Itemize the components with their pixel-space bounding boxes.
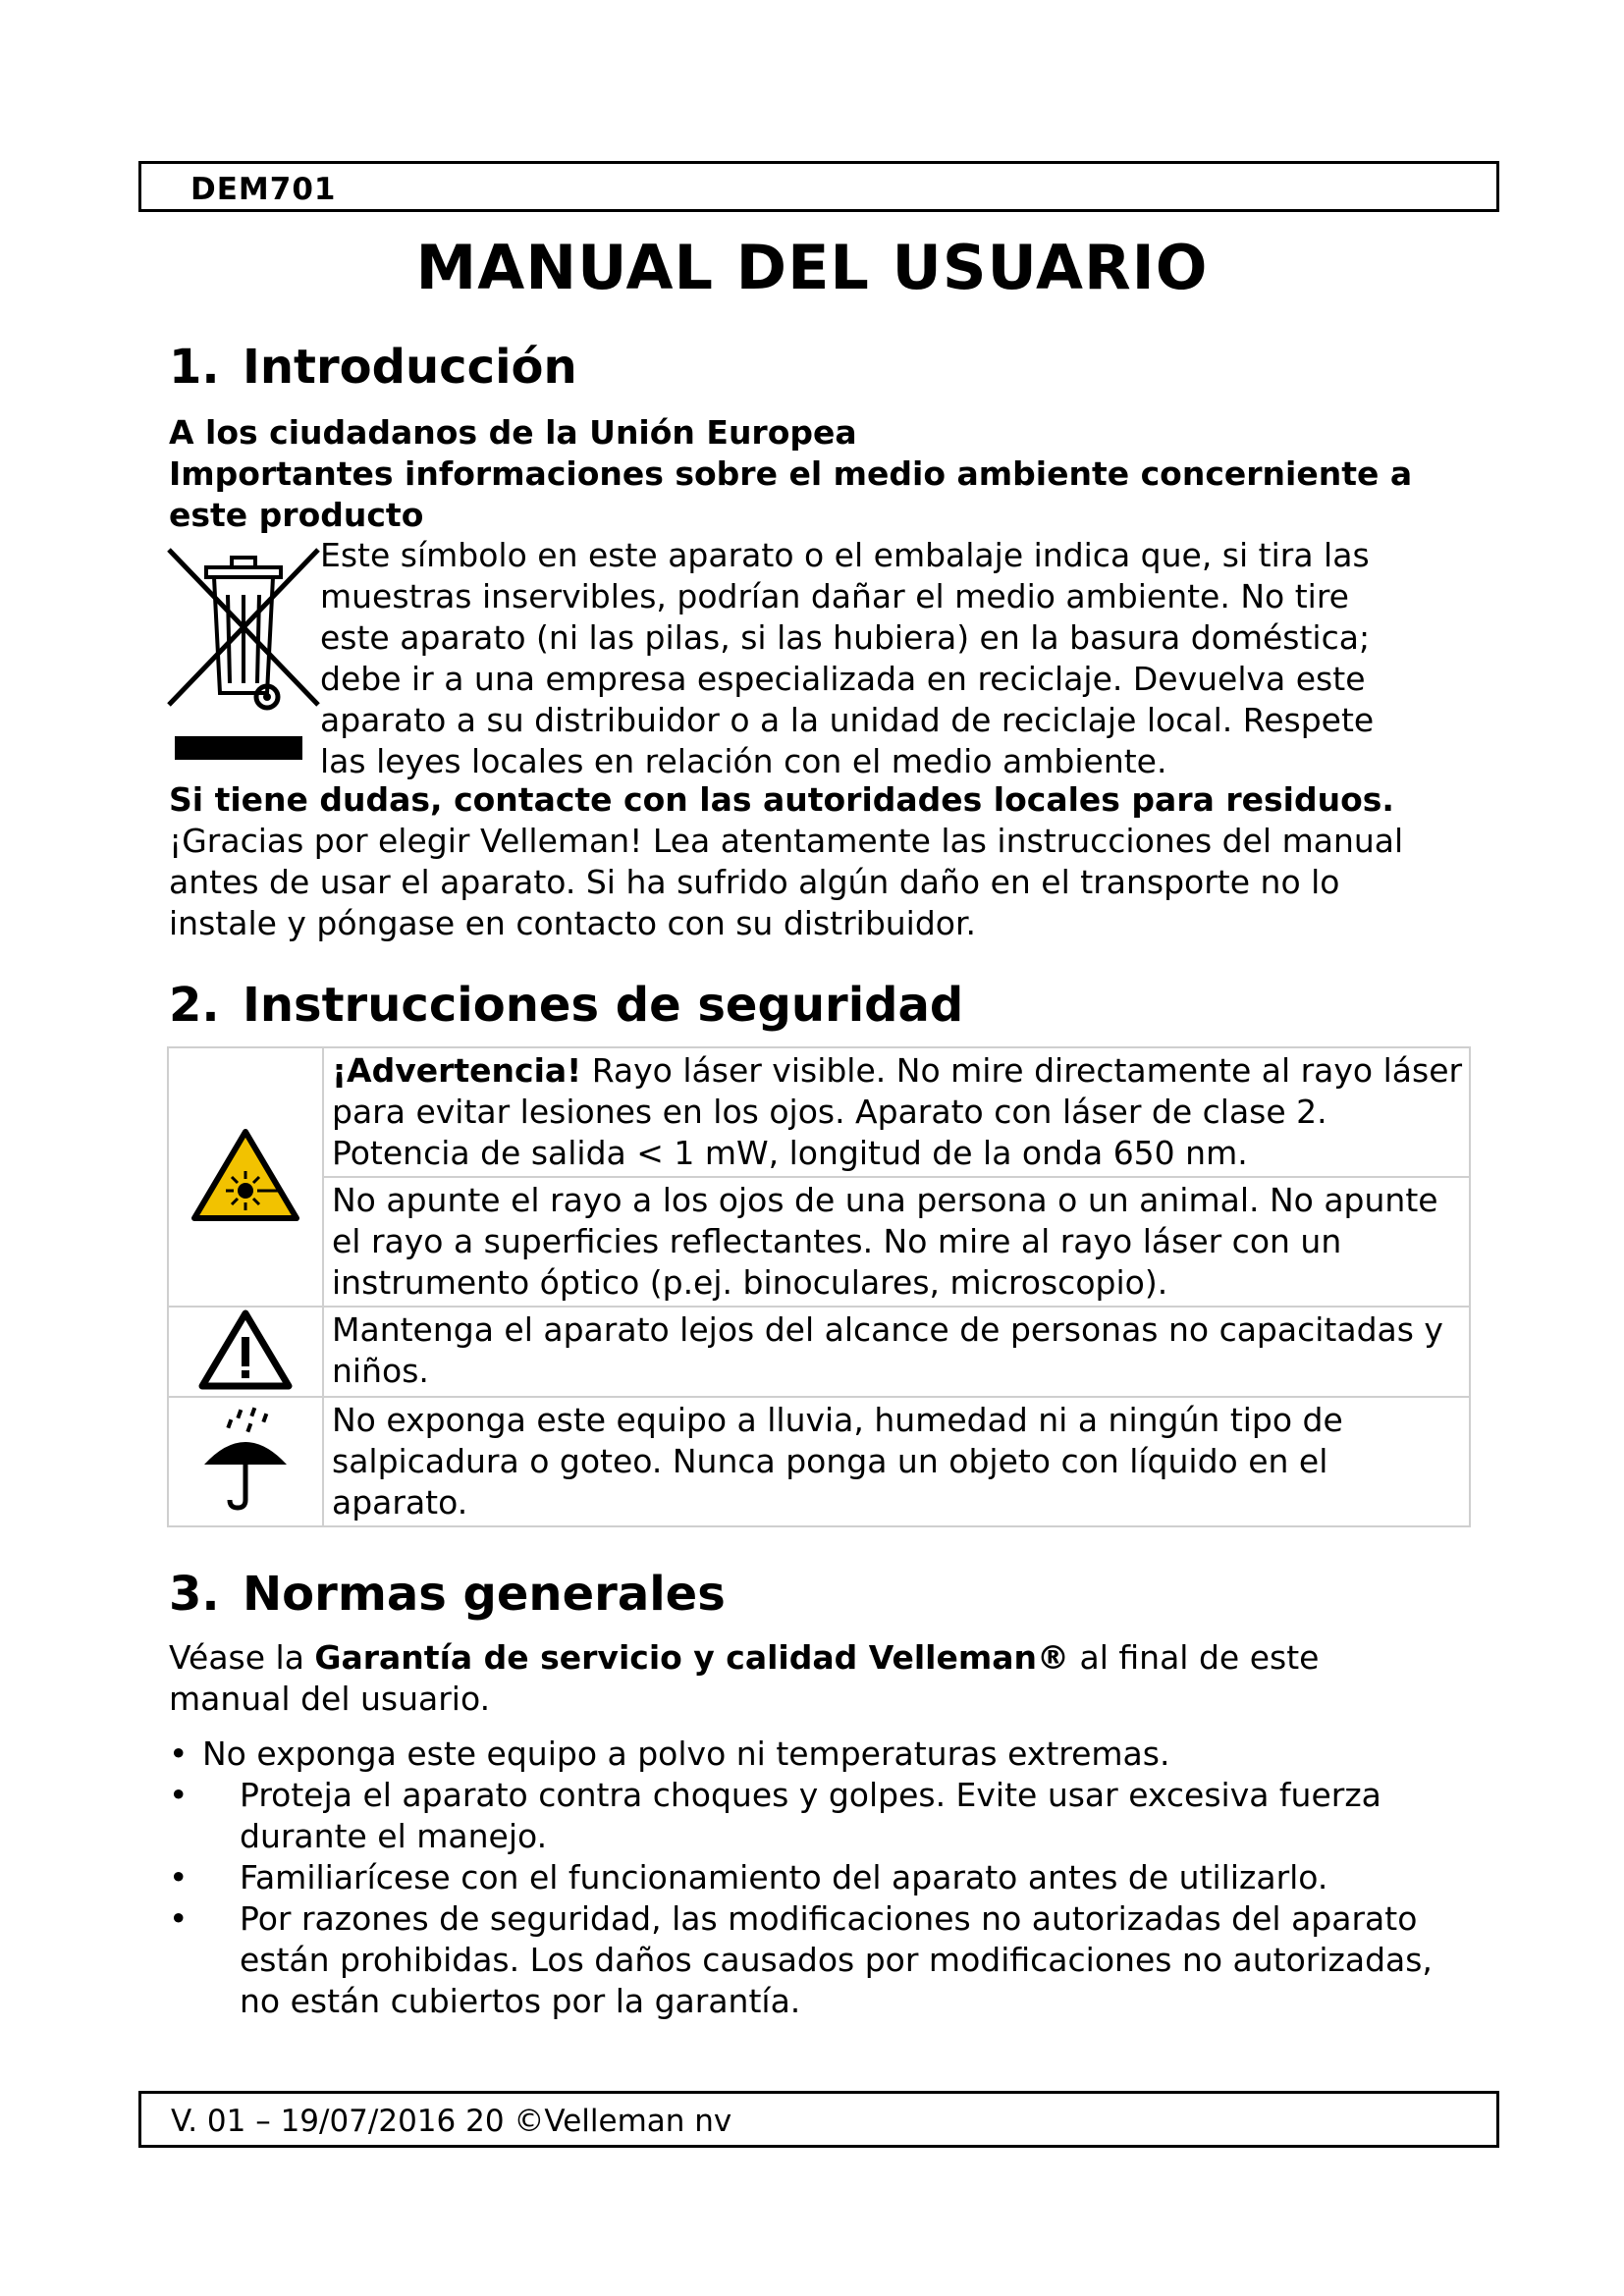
thanks-line: ¡Gracias por elegir Velleman! Lea atentamente las instrucciones del manual <box>169 822 1404 860</box>
doubts-notice: Si tiene dudas, contacte con las autoridades locales para residuos. <box>169 780 1394 819</box>
section-3-title: Normas generales <box>243 1567 726 1622</box>
laser-description: Rayo láser visible. No mire directamente al rayo láser para evitar lesiones en los ojos. Aparato con láser de clase 2. Potencia de salida < 1 mW, longitud de la onda 650 nm. <box>332 1051 1463 1172</box>
section-3-heading <box>169 1567 726 1622</box>
section-2-heading <box>169 978 963 1033</box>
section-1-title: Introducción <box>243 340 577 395</box>
laser-warning-text <box>323 1047 1470 1177</box>
list-item <box>167 1857 1483 1898</box>
list-item <box>167 1898 1483 2022</box>
thanks-paragraph <box>169 821 1403 944</box>
bullet-icon: • <box>169 1899 189 1938</box>
children-row <box>168 1307 1470 1397</box>
list-item-text: No exponga este equipo a polvo ni temperaturas extremas. <box>202 1735 1170 1773</box>
weee-line: aparato a su distribuidor o a la unidad de reciclaje local. Respete <box>320 701 1375 739</box>
warranty-link-text: Garantía de servicio y calidad Velleman® <box>314 1638 1070 1677</box>
warranty-line-2: manual del usuario. <box>169 1680 491 1718</box>
weee-line: debe ir a una empresa especializada en reciclaje. Devuelva este <box>320 660 1366 698</box>
list-item <box>167 1775 1483 1857</box>
umbrella-rain-icon <box>198 1406 293 1514</box>
weee-line: las leyes locales en relación con el medio ambiente. <box>320 742 1167 780</box>
warranty-post: al final de este <box>1069 1638 1320 1677</box>
weee-line: muestras inservibles, podrían dañar el medio ambiente. No tire <box>320 577 1349 615</box>
environment-subheading: Importantes informaciones sobre el medio ambiente concerniente a este producto <box>169 454 1413 534</box>
footer-box <box>138 2091 1499 2148</box>
warranty-line-1 <box>169 1637 1319 1679</box>
list-item-text: Por razones de seguridad, las modificaciones no autorizadas del aparato están prohibidas. Los daños causados por modificaciones no autorizadas, no están cubiertos por la garantía. <box>240 1899 1433 2020</box>
document-title: MANUAL DEL USUARIO <box>415 232 1209 303</box>
warranty-paragraph <box>169 1637 1319 1720</box>
bullet-icon: • <box>169 1735 189 1773</box>
general-rules-list <box>167 1734 1483 2022</box>
caution-triangle-icon <box>196 1308 295 1392</box>
aim-warning-text: No apunte el rayo a los ojos de una persona o un animal. No apunte el rayo a superficies reflectantes. No mire al rayo láser con un instrumento óptico (p.ej. binoculares, microscopio). <box>323 1177 1470 1307</box>
list-item-text: Proteja el aparato contra choques y golpes. Evite usar excesiva fuerza durante el manejo. <box>240 1776 1381 1855</box>
section-3-number: 3. <box>169 1567 220 1622</box>
laser-row <box>168 1047 1470 1177</box>
warning-label: ¡Advertencia! <box>332 1051 582 1090</box>
bullet-icon: • <box>169 1776 189 1814</box>
laser-warning-icon <box>189 1126 302 1224</box>
section-1-number: 1. <box>169 340 220 395</box>
list-item-text: Familiarícese con el funcionamiento del aparato antes de utilizarlo. <box>240 1858 1328 1896</box>
section-2-title: Instrucciones de seguridad <box>243 978 964 1033</box>
laser-icon-cell <box>168 1047 323 1307</box>
safety-table <box>167 1046 1471 1527</box>
weee-bin-icon <box>165 546 322 764</box>
umbrella-icon-cell <box>168 1397 323 1526</box>
rain-warning-text: No exponga este equipo a lluvia, humedad ni a ningún tipo de salpicadura o goteo. Nunca ponga un objeto con líquido en el aparato. <box>323 1397 1470 1526</box>
thanks-line: antes de usar el aparato. Si ha sufrido algún daño en el transporte no lo <box>169 863 1340 901</box>
list-item <box>167 1734 1483 1775</box>
aim-row <box>168 1177 1470 1307</box>
warranty-pre: Véase la <box>169 1638 315 1677</box>
header-box <box>138 161 1499 212</box>
footer-version: V. 01 – 19/07/2016 20 ©Velleman nv <box>171 2104 732 2139</box>
weee-line: Este símbolo en este aparato o el embalaje indica que, si tira las <box>320 536 1370 574</box>
rain-row <box>168 1397 1470 1526</box>
caution-icon-cell <box>168 1307 323 1397</box>
model-label: DEM701 <box>190 172 337 207</box>
weee-line: este aparato (ni las pilas, si las hubiera) en la basura doméstica; <box>320 618 1371 657</box>
bullet-icon: • <box>169 1858 189 1896</box>
weee-text <box>320 535 1374 782</box>
children-warning-text: Mantenga el aparato lejos del alcance de personas no capacitadas y niños. <box>323 1307 1470 1397</box>
thanks-line: instale y póngase en contacto con su distribuidor. <box>169 904 977 942</box>
section-2-number: 2. <box>169 978 220 1033</box>
eu-citizens-subheading: A los ciudadanos de la Unión Europea <box>169 413 857 452</box>
section-1-heading <box>169 340 577 395</box>
